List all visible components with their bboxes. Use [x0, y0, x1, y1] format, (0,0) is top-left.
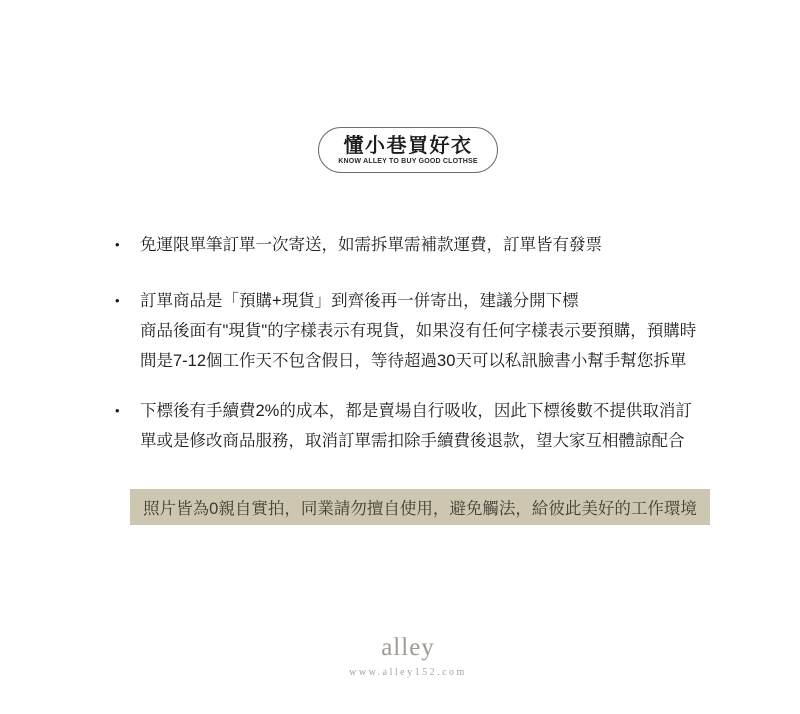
- notice-line: 下標後有手續費2%的成本，都是賣場自行吸收，因此下標後數不提供取消訂: [140, 402, 692, 420]
- notice-line: 免運限單筆訂單一次寄送，如需拆單需補款運費，訂單皆有發票: [140, 236, 602, 254]
- highlight-banner: [130, 489, 710, 525]
- notice-item-preorder: [113, 286, 733, 376]
- bullet-marker: •: [115, 293, 120, 308]
- notice-line: 單或是修改商品服務，取消訂單需扣除手續費後退款，望大家互相體諒配合: [140, 432, 685, 450]
- notice-line: 間是7-12個工作天不包含假日，等待超過30天可以私訊臉書小幫手幫您拆單: [140, 352, 687, 370]
- notice-line: 訂單商品是「預購+現貨」到齊後再一併寄出，建議分開下標: [140, 292, 579, 310]
- brand-logo-title: 懂小巷買好衣: [343, 135, 473, 157]
- highlight-text: 照片皆為0親自實拍，同業請勿擅自使用，避免觸法，給彼此美好的工作環境: [143, 500, 697, 518]
- notice-item-shipping: [113, 230, 733, 260]
- bullet-marker: •: [115, 237, 120, 252]
- brand-logo: [318, 127, 498, 173]
- footer-brand: alley: [381, 634, 435, 661]
- brand-logo-subtitle: KNOW ALLEY TO BUY GOOD CLOTHSE: [338, 158, 478, 165]
- notice-item-fees: [113, 396, 733, 456]
- bullet-marker: •: [115, 403, 120, 418]
- footer-url: www.alley152.com: [349, 667, 467, 678]
- notice-line: 商品後面有"現貨"的字樣表示有現貨，如果沒有任何字樣表示要預購，預購時: [140, 322, 697, 340]
